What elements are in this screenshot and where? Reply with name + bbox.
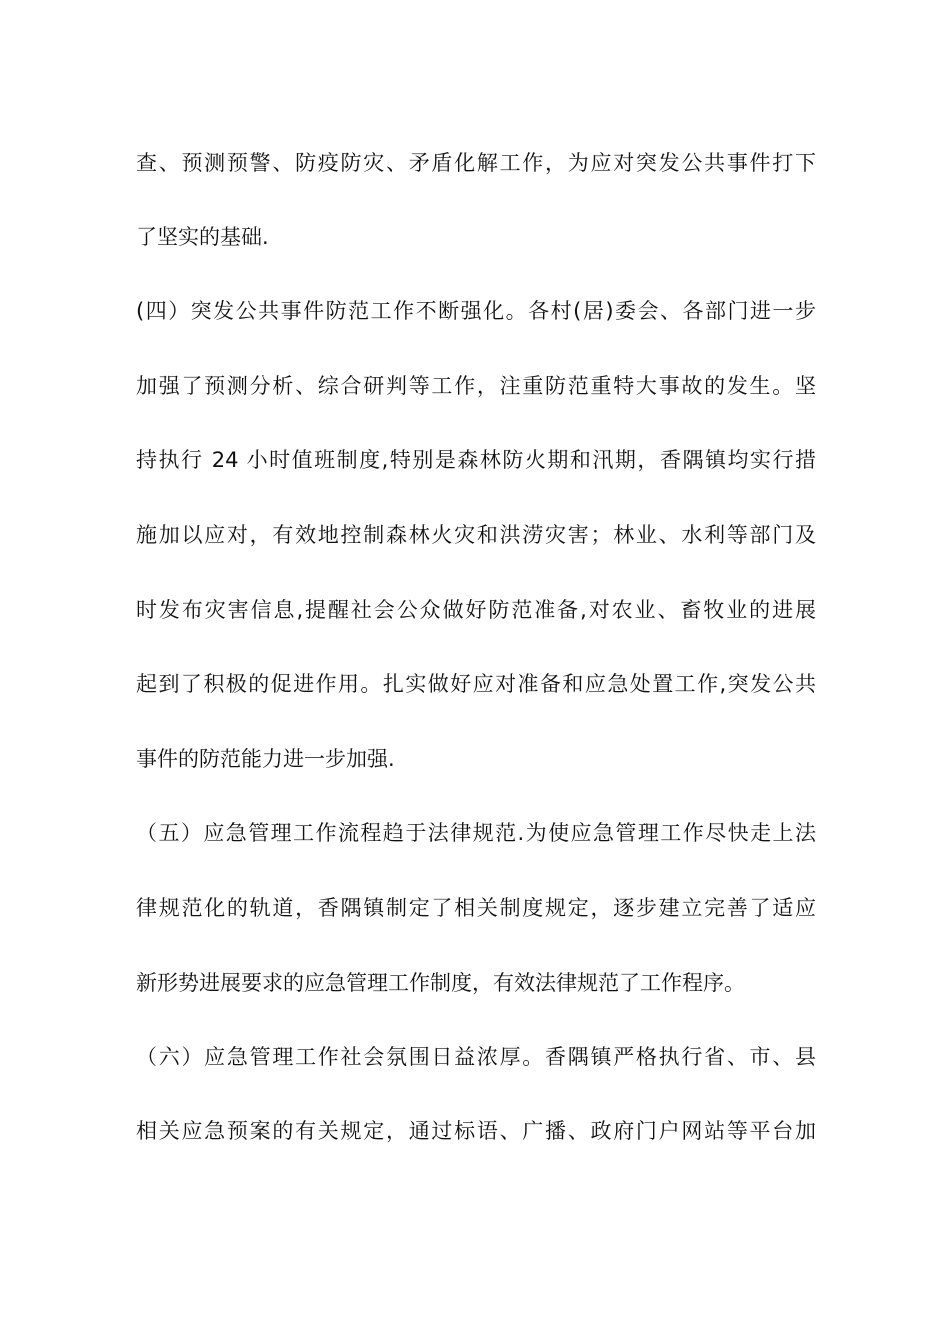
text-line: 事件的防范能力进一步加强. (136, 747, 395, 771)
text-line: 律规范化的轨道，香隅镇制定了相关制度规定，逐步建立完善了适应 (136, 896, 816, 920)
text-line: 新形势进展要求的应急管理工作制度，有效法律规范了工作程序。 (136, 971, 745, 995)
text-line: 了坚实的基础. (136, 225, 269, 249)
text-line: （五）应急管理工作流程趋于法律规范.为使应急管理工作尽快走上法 (136, 821, 816, 845)
text-line: 相关应急预案的有关规定，通过标语、广播、政府门户网站等平台加 (136, 1119, 816, 1143)
text-line: （六）应急管理工作社会氛围日益浓厚。香隅镇严格执行省、市、县 (136, 1045, 816, 1069)
text-line: 持执行 24 小时值班制度,特别是森林防火期和汛期，香隅镇均实行措 (136, 448, 816, 472)
text-line: 起到了积极的促进作用。扎实做好应对准备和应急处置工作,突发公共 (136, 672, 816, 696)
text-line: 查、预测预警、防疫防灾、矛盾化解工作，为应对突发公共事件打下 (136, 151, 816, 175)
text-line: 施加以应对，有效地控制森林火灾和洪涝灾害；林业、水利等部门及 (136, 523, 816, 547)
text-line: 加强了预测分析、综合研判等工作，注重防范重特大事故的发生。坚 (136, 374, 816, 398)
text-line: 时发布灾害信息,提醒社会公众做好防范准备,对农业、畜牧业的进展 (136, 598, 816, 622)
text-line: (四）突发公共事件防范工作不断强化。各村(居)委会、各部门进一步 (136, 299, 816, 323)
